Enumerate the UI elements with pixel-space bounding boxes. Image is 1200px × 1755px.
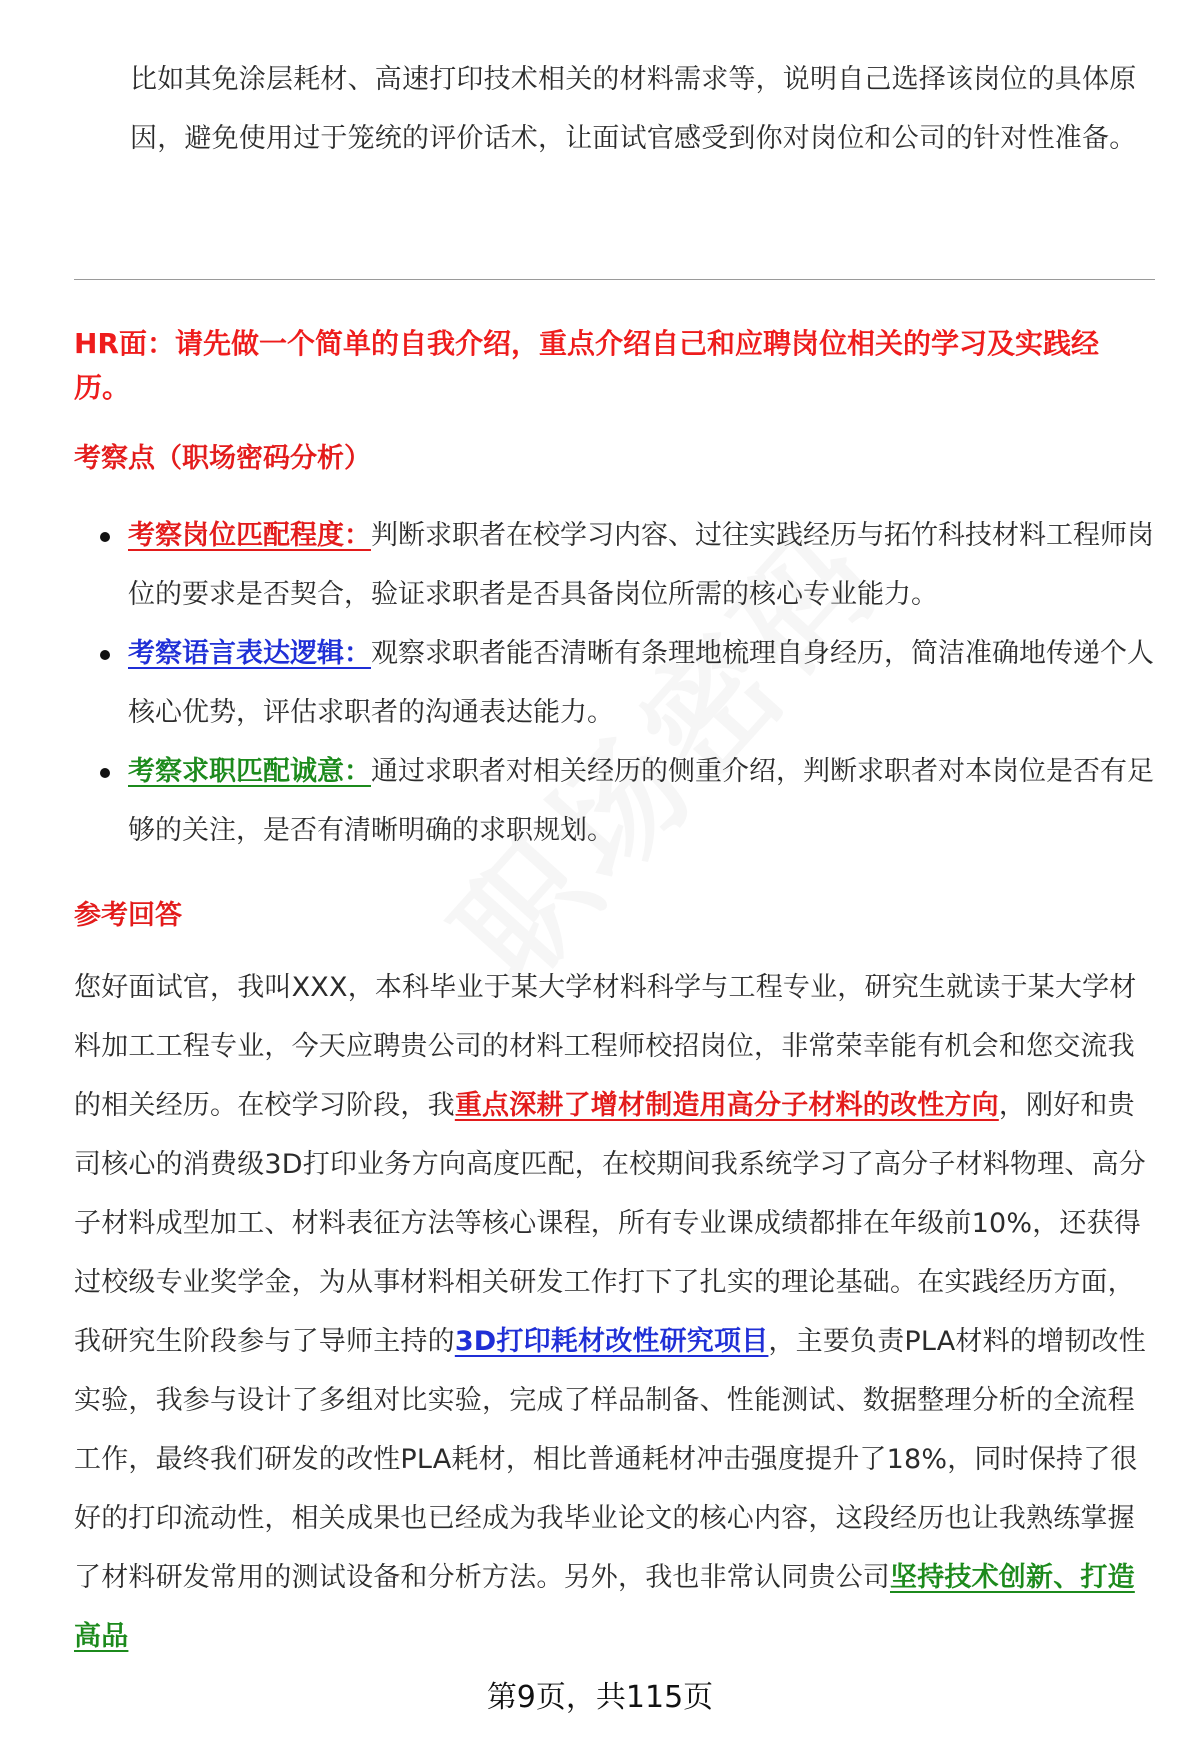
answer-highlight-blue: 3D打印耗材改性研究项目	[454, 1326, 769, 1357]
bullet-dot-icon	[100, 768, 110, 778]
bullet-dot-icon	[100, 650, 110, 660]
point-text: 通过求职者对相关经历的侧重介绍，判断求职者对本岗位是否有足够的关注，是否有清晰明确的求职规划。	[128, 756, 1154, 846]
bullet-dot-icon	[100, 532, 110, 542]
analysis-points	[74, 506, 1154, 860]
point-text: 判断求职者在校学习内容、过往实践经历与拓竹科技材料工程师岗位的要求是否契合，验证求职者是否具备岗位所需的核心专业能力。	[128, 520, 1154, 610]
answer-text: ，刚好和贵司核心的消费级3D打印业务方向高度匹配，在校期间我系统学习了高分子材料物理、高分子材料成型加工、材料表征方法等核心课程，所有专业课成绩都排在年级前10%，还获得过校级专业奖学金，为从事材料相关研发工作打下了扎实的理论基础。在实践经历方面，我研究生阶段参与了导师主持的	[74, 1090, 1146, 1357]
intro-paragraph: 比如其免涂层耗材、高速打印技术相关的材料需求等，说明自己选择该岗位的具体原因，避免使用过于笼统的评价话术，让面试官感受到你对岗位和公司的针对性准备。	[130, 64, 1137, 154]
answer-highlight-red: 重点深耕了增材制造用高分子材料的改性方向	[454, 1090, 999, 1121]
interview-question: HR面：请先做一个简单的自我介绍，重点介绍自己和应聘岗位相关的学习及实践经历。	[74, 327, 1099, 404]
point-text: 观察求职者能否清晰有条理地梳理自身经历，简洁准确地传递个人核心优势，评估求职者的沟通表达能力。	[128, 638, 1154, 728]
answer-text: ，主要负责PLA材料的增韧改性实验，我参与设计了多组对比实验，完成了样品制备、性能测试、数据整理分析的全流程工作，最终我们研发的改性PLA耗材，相比普通耗材冲击强度提升了18%，同时保持了很好的打印流动性，相关成果也已经成为我毕业论文的核心内容，这段经历也让我熟练掌握了材料研发常用的测试设备和分析方法。另外，我也非常认同贵公司	[74, 1326, 1146, 1593]
answer-paragraph	[74, 958, 1156, 1666]
point-label: 考察岗位匹配程度：	[128, 520, 371, 551]
list-item	[74, 624, 1154, 742]
answer-highlight-green: 坚持技术创新、打造高品	[74, 1562, 1135, 1652]
point-label: 考察语言表达逻辑：	[128, 638, 371, 669]
analysis-heading: 考察点（职场密码分析）	[74, 443, 371, 474]
page-number: 第9页，共115页	[486, 1680, 714, 1715]
answer-text: 您好面试官，我叫XXX，本科毕业于某大学材料科学与工程专业，研究生就读于某大学材料加工工程专业，今天应聘贵公司的材料工程师校招岗位，非常荣幸能有机会和您交流我的相关经历。在校学习阶段，我	[74, 972, 1137, 1121]
divider	[74, 279, 1155, 280]
answer-heading: 参考回答	[74, 900, 182, 931]
point-label: 考察求职匹配诚意：	[128, 756, 371, 787]
list-item	[74, 506, 1154, 624]
list-item	[74, 742, 1154, 860]
